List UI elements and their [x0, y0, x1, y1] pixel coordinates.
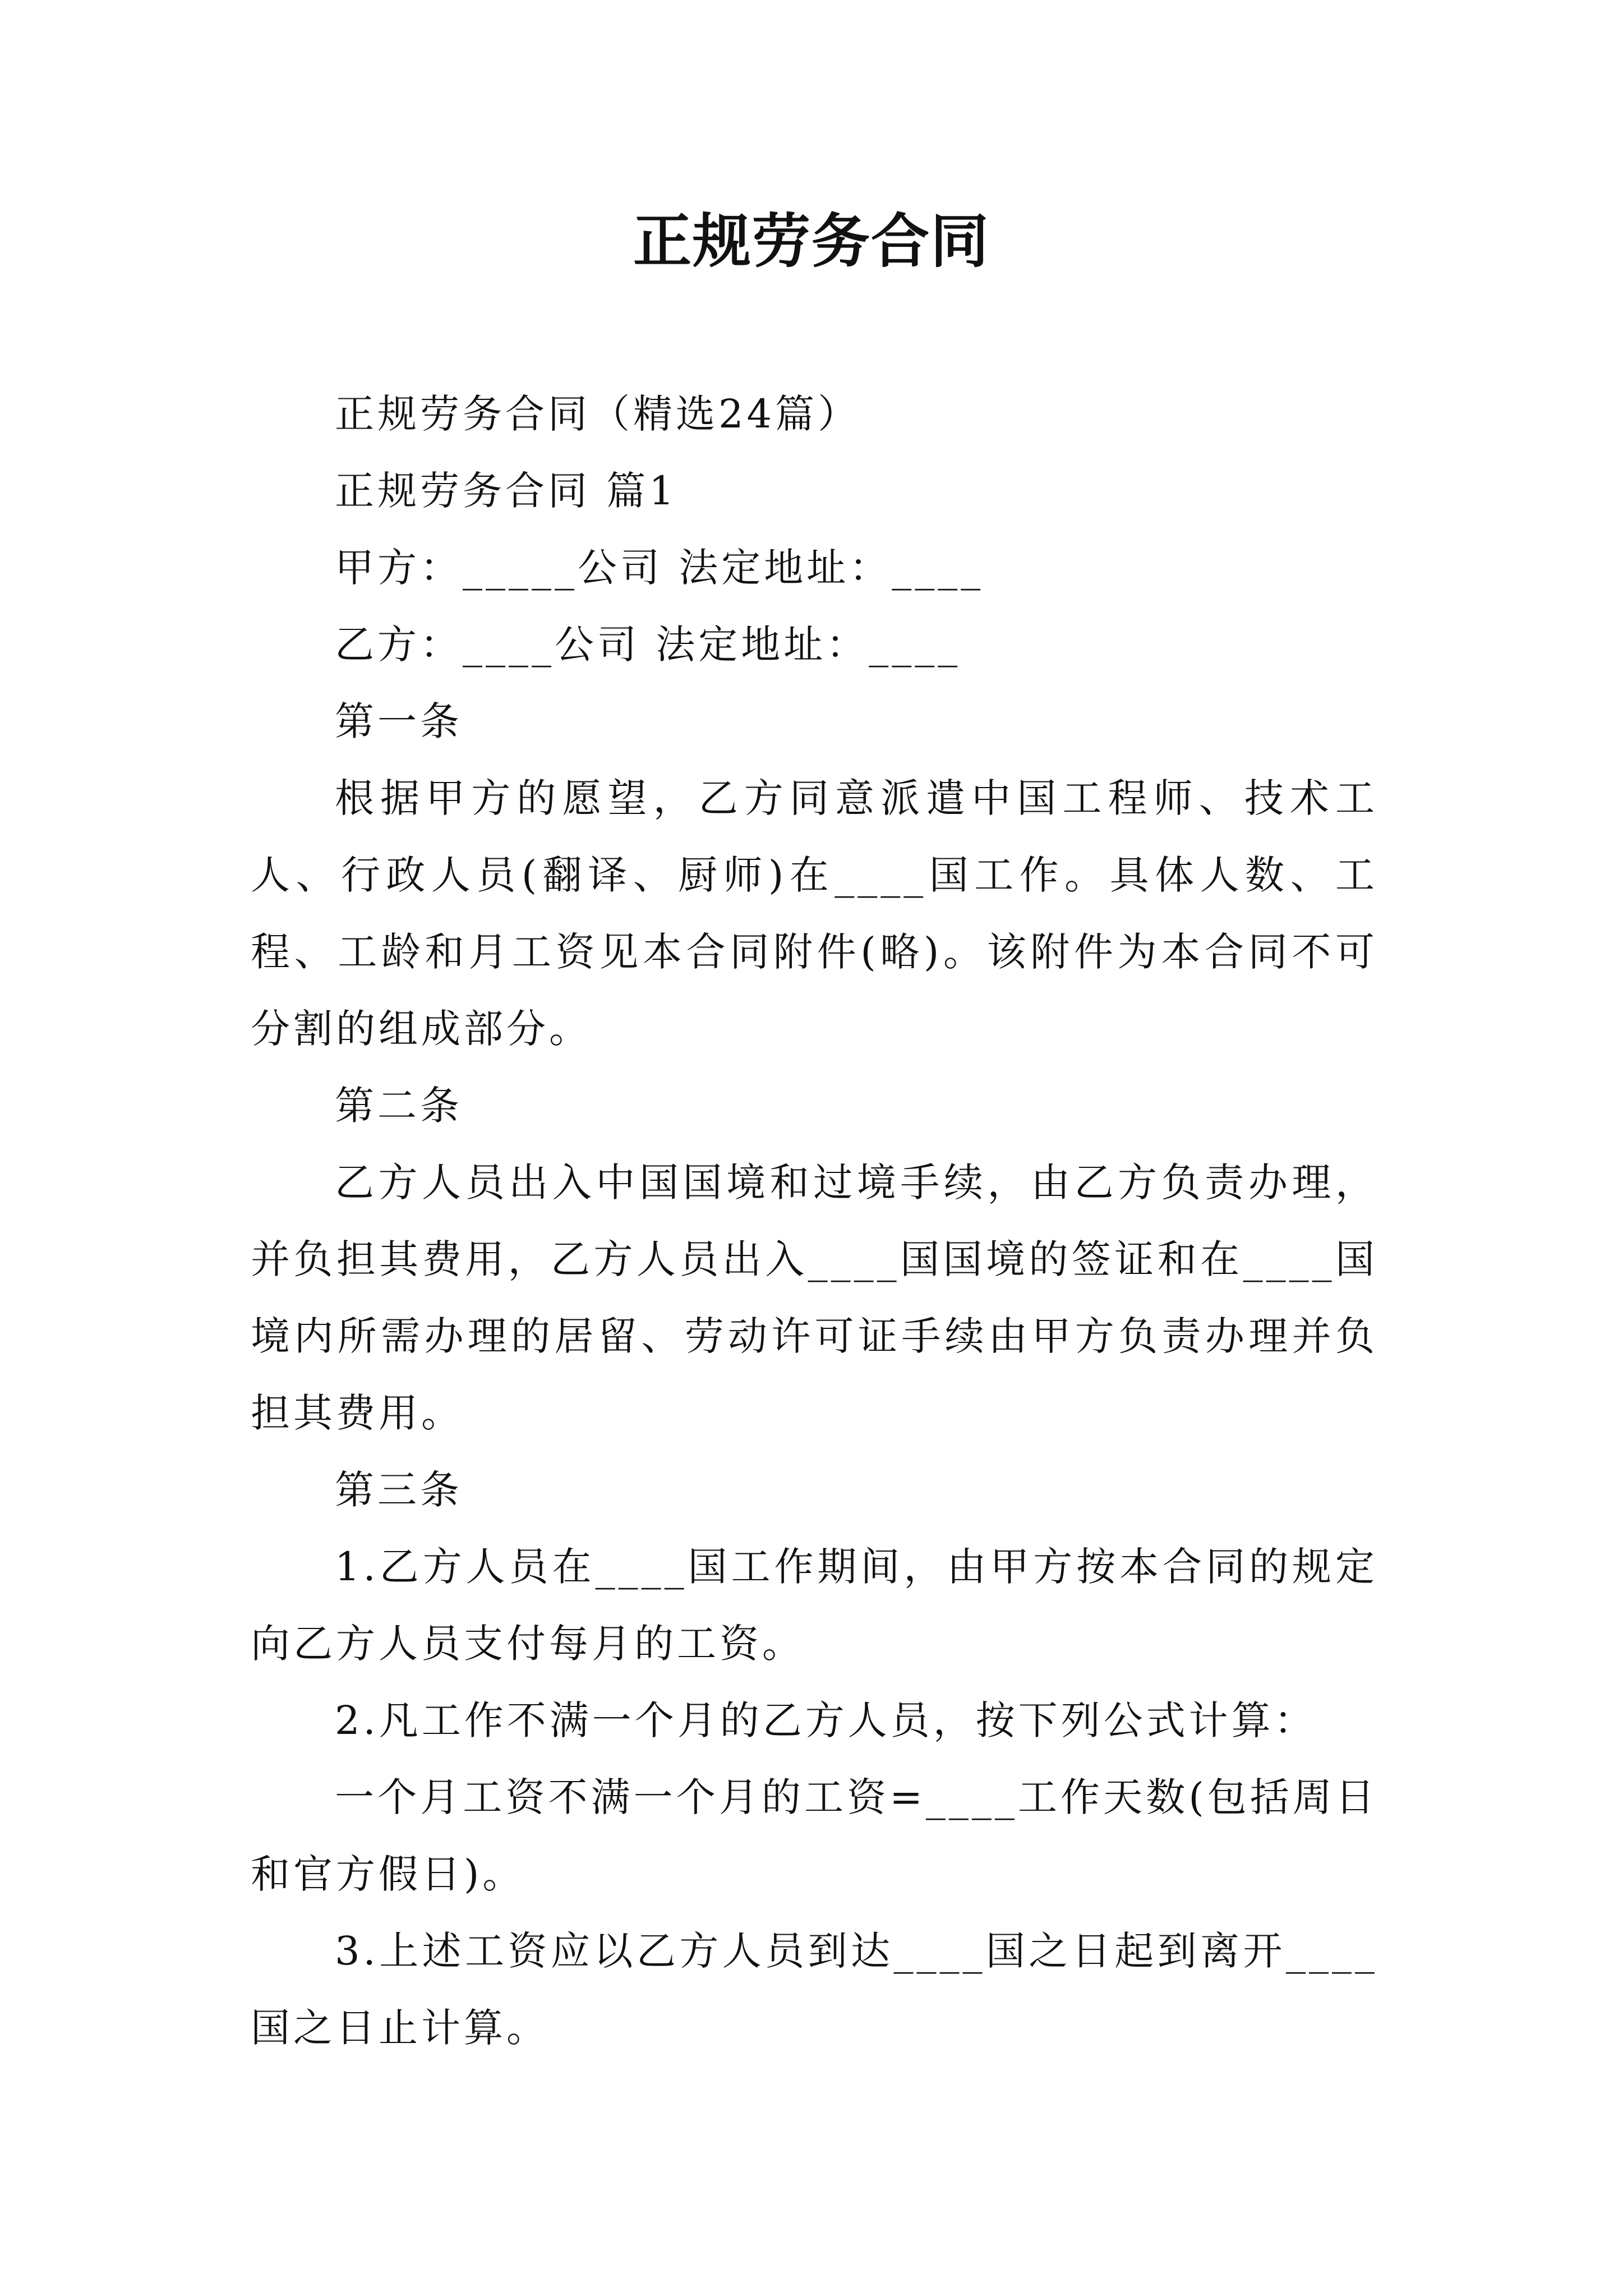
article-1-heading: 第一条 [335, 698, 463, 744]
article-3-clause-2: 2.凡工作不满一个月的乙方人员，按下列公式计算： [335, 1697, 1317, 1743]
paragraph-section-heading: 正规劳务合同 篇1 [335, 468, 677, 514]
document-title: 正规劳务合同 [633, 206, 990, 275]
article-2-heading: 第二条 [335, 1083, 463, 1129]
article-3-formula: 一个月工资不满一个月的工资=____工作天数(包括周日和官方假日)。 [251, 1774, 1378, 1897]
article-2-text: 乙方人员出入中国国境和过境手续，由乙方负责办理，并负担其费用，乙方人员出入____国国境的签证和在____国境内所需办理的居留、劳动许可证手续由甲方负责办理并负担其费用。 [251, 1159, 1378, 1436]
paragraph-party-a: 甲方：_____公司 法定地址：____ [335, 545, 984, 591]
document-body [251, 376, 1378, 2067]
article-3-clause-3: 3.上述工资应以乙方人员到达____国之日起到离开____国之日止计算。 [251, 1928, 1378, 2051]
paragraph-subtitle: 正规劳务合同（精选24篇） [335, 391, 861, 437]
paragraph-party-b: 乙方：____公司 法定地址：____ [335, 622, 961, 668]
article-3-clause-1: 1.乙方人员在____国工作期间，由甲方按本合同的规定向乙方人员支付每月的工资。 [251, 1544, 1378, 1667]
article-3-heading: 第三条 [335, 1467, 463, 1513]
article-1-text: 根据甲方的愿望，乙方同意派遣中国工程师、技术工人、行政人员(翻译、厨师)在____国工作。具体人数、工程、工龄和月工资见本合同附件(略)。该附件为本合同不可分割的组成部分。 [251, 775, 1378, 1052]
